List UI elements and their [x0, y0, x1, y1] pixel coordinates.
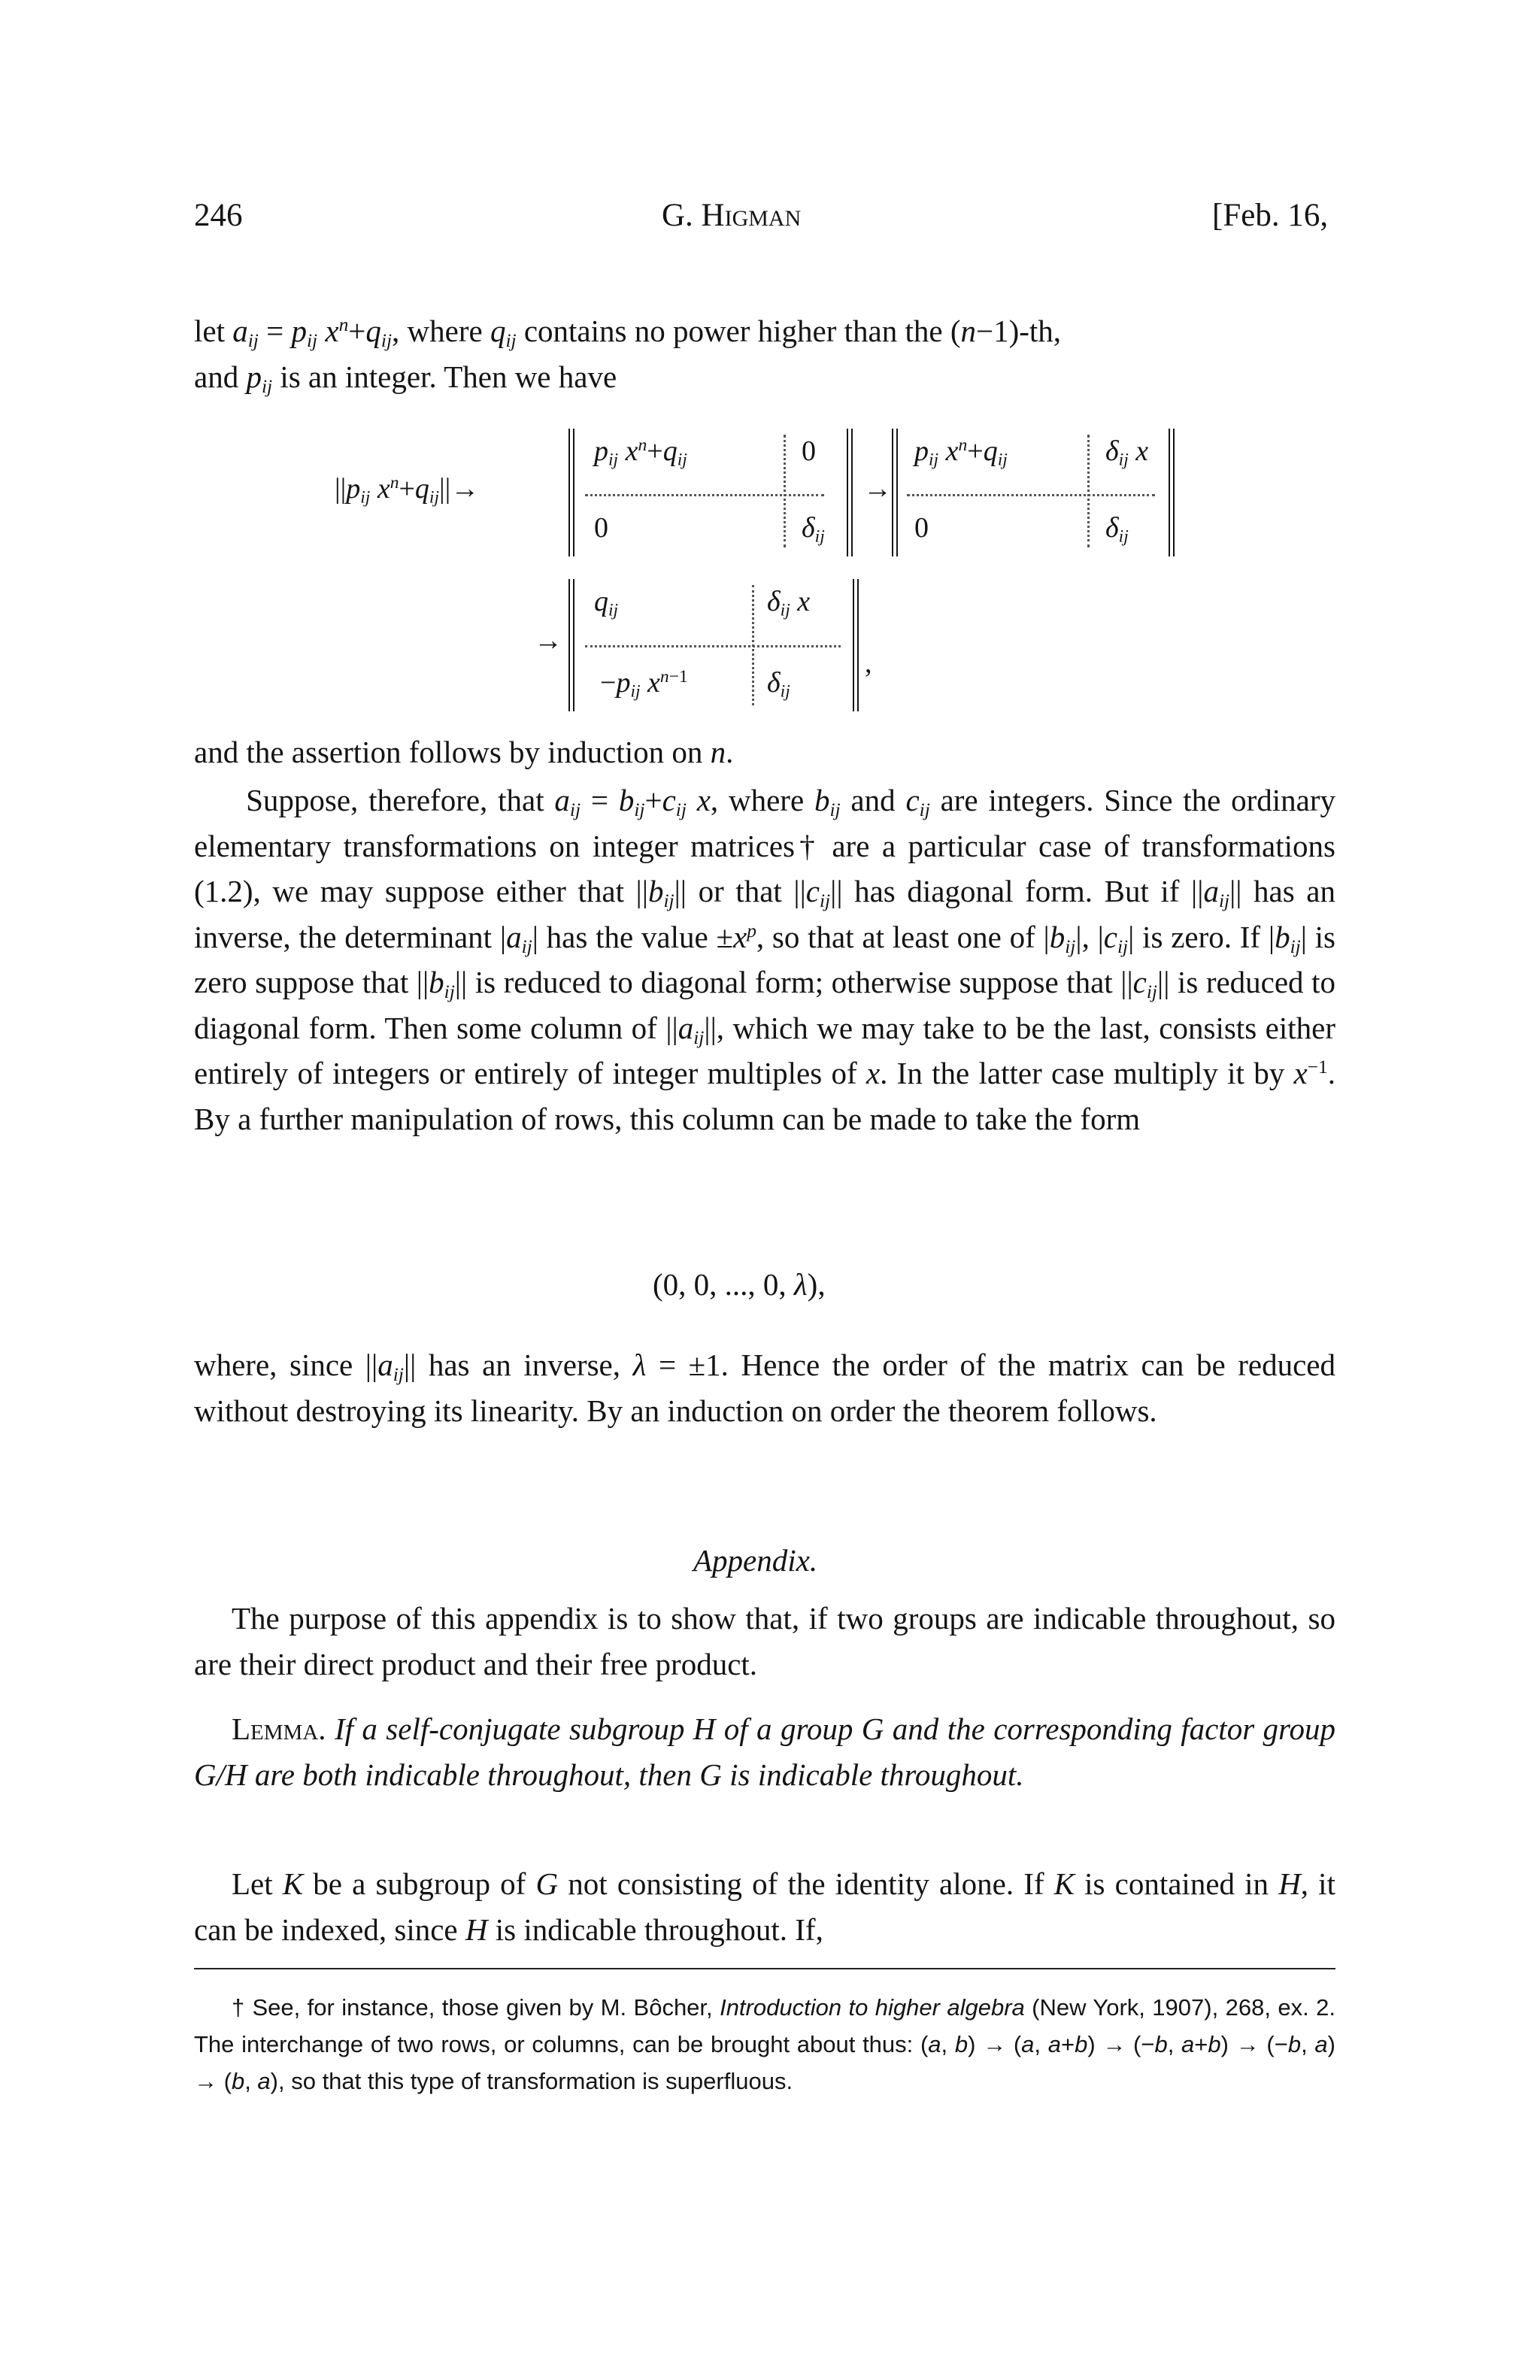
- m2-a22: $\delta_{ij}$: [1105, 512, 1129, 547]
- m1-a12: 0: [802, 435, 816, 467]
- m3-a12: $\delta_{ij}$ x: [767, 586, 811, 620]
- paragraph-let-k: Let K be a subgroup of G not consisting of the identity alone. If K is contained in H, it can be indexed, since H is indicable throughout. If,: [194, 1866, 1335, 1947]
- m3-a22: $\delta_{ij}$: [767, 667, 790, 702]
- footnote-rule: [194, 1968, 1335, 1969]
- lemma-label: Lemma.: [232, 1711, 326, 1746]
- m2-a12: $\delta_{ij}$ x: [1105, 435, 1149, 470]
- running-head-author: G. Higman: [662, 198, 802, 233]
- lemma: [194, 1706, 1335, 1797]
- appendix-heading: Appendix.: [693, 1543, 818, 1578]
- paragraph-where-since: where, since $||a_{ij}||$ has an inverse, λ = ±1. Hence the order of the matrix can be reduced without destroying its linearity. By an induction on order the theorem follows.: [194, 1348, 1335, 1428]
- m2-a21: 0: [914, 512, 929, 544]
- column-form: (0, 0, ..., 0, λ),: [653, 1267, 826, 1302]
- paragraph-appendix-purpose: The purpose of this appendix is to show that, if two groups are indicable throughout, so are their direct product and their free product.: [194, 1601, 1335, 1681]
- arrow-2: →: [534, 625, 562, 656]
- paragraph-suppose: Suppose, therefore, that $a_{ij} = b_{ij}+c_{ij}$ x, where $b_{ij}$ and $c_{ij}$ are integers. Since the ordinary elementary transformations on integer matrices† are a particular case of transformations (1.2), we may suppose either that $||b_{ij}||$ or that $||c_{ij}||$ has diagonal form. But if $||a_{ij}||$ has an inverse, the determinant $|a_{ij}|$ has the value $\pm x^p$, so that at least one of $|b_{ij}|$, $|c_{ij}|$ is zero. If $|b_{ij}|$ is zero suppose that $||b_{ij}||$ is reduced to diagonal form; otherwise suppose that $||c_{ij}||$ is reduced to diagonal form. Then some column of $||a_{ij}||$, which we may take to be the last, consists either entirely of integers or entirely of integer multiples of x. In the latter case multiply it by $x^{-1}$. By a further manipulation of rows, this column can be made to take the form: [194, 783, 1336, 1136]
- m1-a21: 0: [594, 512, 608, 544]
- m2-a11: $p_{ij}$ $x^n+q_{ij}$: [914, 435, 1008, 470]
- paragraph-intro: let $a_{ij} = p_{ij}$ $x^n+q_{ij}$, where $q_{ij}$ contains no power higher than the (n−1)-th, and $p_{ij}$ is an integer. Then we have: [194, 314, 1062, 397]
- footnote: † See, for instance, those given by M. Bôcher, Introduction to higher algebra (New York, 1907), 268, ex. 2. The interchange of two rows, or columns, can be brought about thus: (a, b) → (a, a+b) → (−b, a+b) → (−b, a) → (b, a), so that this type of transformation is superfluous.: [194, 1994, 1335, 2094]
- page-number: 246: [194, 198, 243, 233]
- m3-a21: $-p_{ij}$ $x^{n-1}$: [600, 667, 688, 702]
- m3-a11: $q_{ij}$: [594, 586, 619, 620]
- lemma-statement: If a self-conjugate subgroup H of a group G and the corresponding factor group G/H are both indicable throughout, then G is indicable throughout.: [194, 1711, 1335, 1792]
- m1-a11: $p_{ij}$ $x^n+q_{ij}$: [594, 435, 687, 470]
- running-head-date: [Feb. 16,: [1212, 198, 1329, 233]
- matrix-left-label: $||p_{ij}$ $x^n+q_{ij}||\to$: [335, 473, 480, 508]
- matrix-comma: ,: [865, 647, 872, 679]
- paragraph-induction: and the assertion follows by induction on n.: [194, 735, 734, 769]
- arrow-1: →: [863, 473, 892, 505]
- m1-a22: $\delta_{ij}$: [802, 512, 825, 547]
